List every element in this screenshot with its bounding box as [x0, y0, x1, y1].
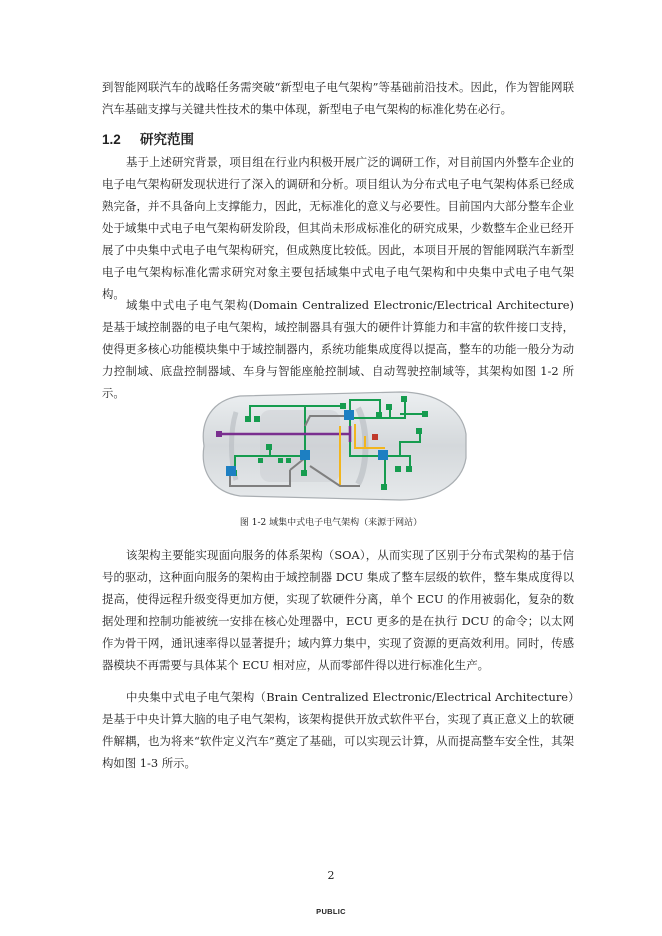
footer-label: PUBLIC — [316, 907, 346, 916]
paragraph-research-background: 基于上述研究背景，项目组在行业内积极开展广泛的调研工作，对目前国内外整车企业的电子电气架构研发现状进行了深入的调研和分析。项目组认为分布式电子电气架构体系已经成熟完备，并不具备向上支撑能力，因此，无标准化的意义与必要性。目前国内大部分整车企业处于域集中式电子电气架构研发阶段，但其尚未形成标准化的研究成果，少数整车企业已经开展了中央集中式电子电气架构研究，但成熟度比较低。因此，本项目开展的智能网联汽车新型电子电气架构标准化需求研究对象主要包括域集中式电子电气架构和中央集中式电子电气架构。 — [102, 155, 574, 301]
paragraph-intro: 到智能网联汽车的战略任务需突破“新型电子电气架构”等基础前沿技术。因此，作为智能网联汽车基础支撑与关键共性技术的集中体现，新型电子电气架构的标准化势在必行。 — [102, 80, 574, 116]
section-heading — [102, 130, 194, 150]
red-node — [372, 434, 378, 440]
figure-caption: 图 1-2 域集中式电子电气架构（来源于网站） — [239, 518, 423, 528]
page-number: 2 — [327, 869, 335, 882]
paragraph-soa: 该架构主要能实现面向服务的体系架构（SOA），从而实现了区别于分布式架构的基于信号的驱动，这种面向服务的架构由于域控制器 DCU 集成了整车层级的软件，整车集成度得以提高，使得远程升级变得更加方便，实现了软硬件分离，单个 ECU 的作用被弱化，复杂的数据处理和控制功能被统一安排在核心处理器中，ECU 更多的是在执行 DCU 的命令；以太网作为骨干网，通讯速率得以显著提升；域内算力集中，实现了资源的更高效利用。同时，传感器模块不再需要与具体某个 ECU 相对应，从而零部件得以进行标准化生产。 — [102, 548, 574, 672]
figure-domain-architecture — [190, 386, 472, 506]
paragraph-domain-architecture: 域集中式电子电气架构(Domain Centralized Electronic/Electrical Architecture)是基于域控制器的电子电气架构，域控制器具有强大的硬件计算能力和丰富的软件接口支持，使得更多核心功能模块集中于域控制器内，系统功能集成度得以提高，整车的功能一般分为动力控制域、底盘控制器域、车身与智能座舱控制域、自动驾驶控制域等，其架构如图 1-2 所示。 — [102, 298, 574, 400]
car-architecture-diagram — [190, 386, 472, 506]
section-number: 1.2 — [102, 132, 121, 147]
paragraph-central-architecture: 中央集中式电子电气架构（Brain Centralized Electronic/Electrical Architecture）是基于中央计算大脑的电子电气架构，该架构提供开放式软件平台，实现了真正意义上的软硬件解耦，也为将来“软件定义汽车”奠定了基础，可以实现云计算，从而提高整车安全性，其架构如图 1-3 所示。 — [102, 690, 574, 770]
section-title: 研究范围 — [140, 132, 194, 147]
